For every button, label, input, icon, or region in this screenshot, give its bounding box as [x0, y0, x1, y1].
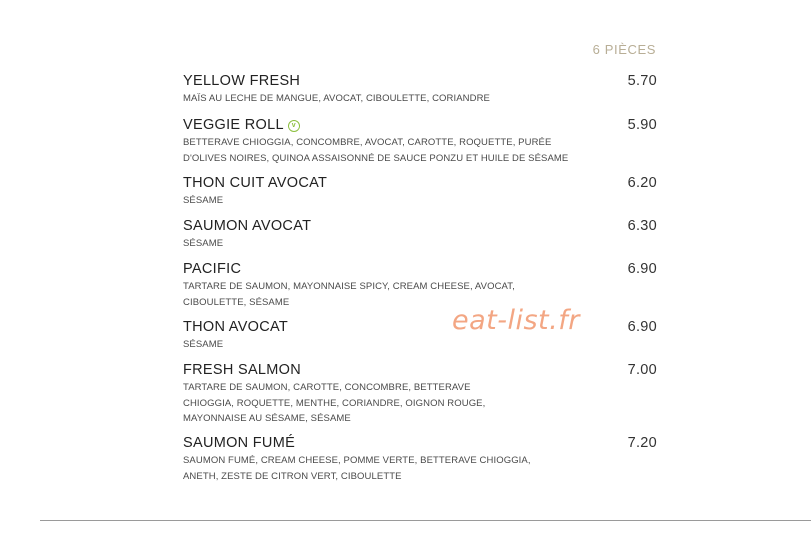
item-name: THON CUIT AVOCAT — [183, 175, 328, 191]
item-price: 7.20 — [627, 435, 657, 451]
item-name: VEGGIE ROLL — [183, 117, 284, 133]
vegetarian-icon: v — [288, 120, 300, 132]
menu-item-saumon-avocat — [183, 218, 657, 252]
bottom-divider — [40, 520, 811, 521]
item-description: SÉSAME — [183, 195, 224, 206]
menu-item-veggie-roll — [183, 117, 657, 166]
menu-item-thon-cuit-avocat — [183, 175, 657, 209]
item-name: PACIFIC — [183, 261, 242, 277]
item-name: THON AVOCAT — [183, 319, 289, 335]
item-price: 5.70 — [627, 73, 657, 89]
item-name-row — [183, 117, 657, 134]
item-price: 6.20 — [627, 175, 657, 191]
item-description: SAUMON FUMÉ, CREAM CHEESE, POMME VERTE, BETTERAVE CHIOGGIA, ANETH, ZESTE DE CITRON VERT, CIBOULETTE — [183, 455, 531, 482]
item-price: 6.90 — [627, 319, 657, 335]
menu-item-pacific — [183, 261, 657, 310]
item-price: 6.30 — [627, 218, 657, 234]
item-name: SAUMON FUMÉ — [183, 435, 296, 451]
menu-item-thon-avocat — [183, 319, 657, 353]
pieces-header: 6 PIÈCES — [592, 42, 656, 57]
menu-item-saumon-fume — [183, 435, 657, 484]
menu-item-fresh-salmon — [183, 362, 657, 427]
item-name: YELLOW FRESH — [183, 73, 301, 89]
item-price: 6.90 — [627, 261, 657, 277]
item-price: 7.00 — [627, 362, 657, 378]
item-price: 5.90 — [627, 117, 657, 133]
item-name: FRESH SALMON — [183, 362, 302, 378]
item-description: TARTARE DE SAUMON, MAYONNAISE SPICY, CREAM CHEESE, AVOCAT, CIBOULETTE, SÉSAME — [183, 281, 515, 308]
item-description: TARTARE DE SAUMON, CAROTTE, CONCOMBRE, BETTERAVE CHIOGGIA, ROQUETTE, MENTHE, CORIANDRE, OIGNON ROUGE, MAYONNAISE AU SÉSAME, SÉSAME — [183, 382, 486, 424]
item-description: BETTERAVE CHIOGGIA, CONCOMBRE, AVOCAT, CAROTTE, ROQUETTE, PURÉE D'OLIVES NOIRES, QUINOA ASSAISONNÉ DE SAUCE PONZU ET HUILE DE SÉSAME — [183, 137, 569, 164]
item-name: SAUMON AVOCAT — [183, 218, 312, 234]
item-description: SÉSAME — [183, 339, 224, 350]
item-description: MAÏS AU LECHE DE MANGUE, AVOCAT, CIBOULETTE, CORIANDRE — [183, 93, 490, 104]
item-description: SÉSAME — [183, 238, 224, 249]
menu-item-yellow-fresh — [183, 73, 657, 107]
watermark: eat-list.fr — [452, 305, 580, 336]
